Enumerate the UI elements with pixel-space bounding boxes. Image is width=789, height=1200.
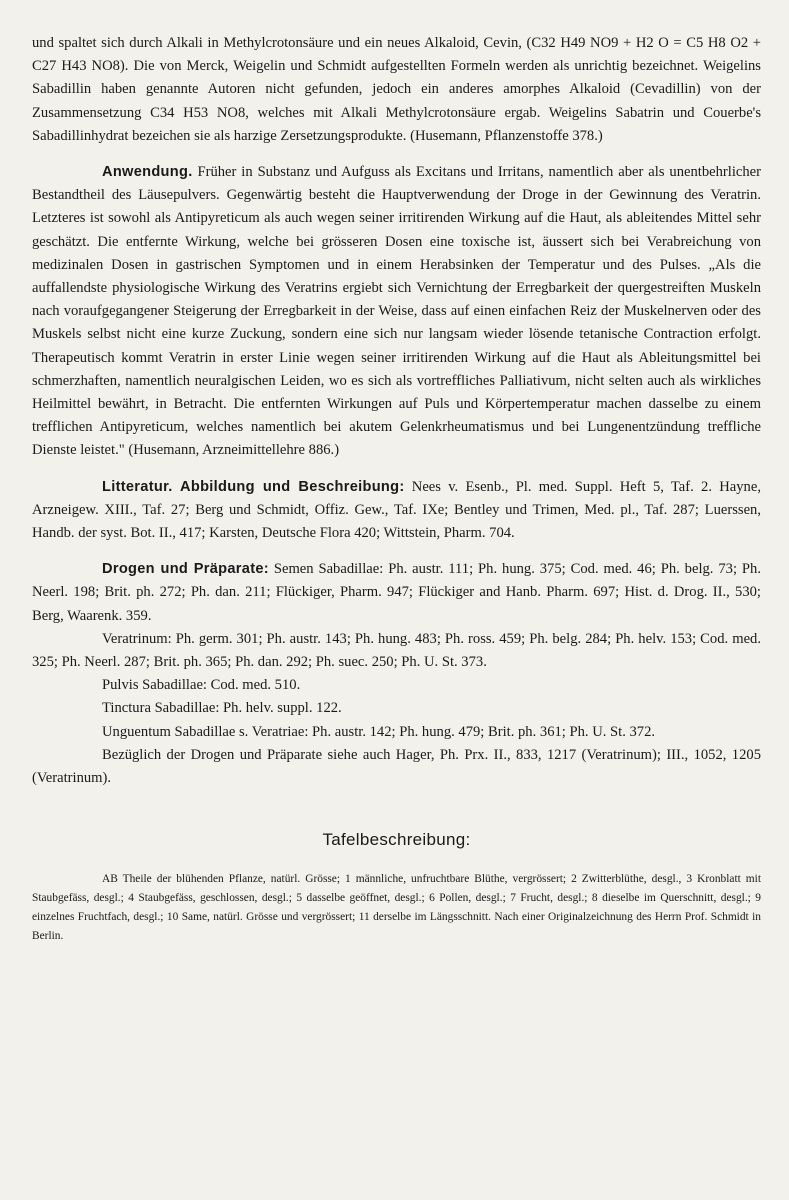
line-veratrinum: Veratrinum: Ph. germ. 301; Ph. austr. 143; Ph. hung. 483; Ph. ross. 459; Ph. belg. 284; Ph. helv. 153; Cod. med. 325; Ph. Neerl. 287; Brit. ph. 365; Ph. dan. 292; Ph. suec. 250; Ph. U. St. 373. — [32, 630, 761, 671]
line-unguentum: Unguentum Sabadillae s. Veratriae: Ph. austr. 142; Ph. hung. 479; Brit. ph. 361; Ph. U. St. 372. — [102, 723, 656, 740]
tafel-caption: AB Theile der blühenden Pflanze, natürl. Grösse; 1 männliche, unfruchtbare Blüthe, vergrössert; 2 Zwitterblüthe, desgl., 3 Kronblatt mit Staubgefäss, desgl.; 4 Staubgefäss, geschlossen, desgl.; 5 dasselbe geöffnet, desgl.; 6 Pollen, desgl.; 7 Frucht, desgl.; 8 dieselbe im Querschnitt, desgl.; 9 einzelnes Fruchtfach, desgl.; 10 Same, natürl. Grösse und vergrössert; 11 derselbe im Längsschnitt. Nach einer Originalzeichnung des Herrn Prof. Schmidt in Berlin. — [32, 873, 761, 942]
paragraph-litteratur — [32, 476, 761, 546]
paragraph-drogen — [32, 558, 761, 628]
heading-drogen: Drogen und Präparate: — [102, 561, 269, 578]
heading-anwendung: Anwendung. — [102, 164, 193, 181]
drogen-text: Semen Sabadillae: Ph. austr. 111; Ph. hung. 375; Cod. med. 46; Ph. belg. 73; Ph. Neerl. 198; Brit. ph. 272; Ph. dan. 211; Flückiger, Pharm. 947; Flückiger and Hanb. Pharm. 697; Hist. d. Drog. II., 530; Berg, Waarenk. 359. — [32, 561, 761, 624]
paragraph-chemistry: und spaltet sich durch Alkali in Methylcrotonsäure und ein neues Alkaloid, Cevin, (C32 H49 NO9 + H2 O = C5 H8 O2 + C27 H43 NO8). Die von Merck, Weigelin und Schmidt aufgestellten Formeln werden als unrichtig bezeichnet. Weigelins Sabadillin haben genannte Autoren nicht gefunden, jedoch ein anderes amorphes Alkaloid (Cevadillin) von der Zusammensetzung C34 H53 NO8, welches mit Alkali Methylcrotonsäure ergab. Weigelins Sabatrin und Couerbe's Sabadillinhydrat bezeichen sie als harzige Zersetzungsprodukte. (Husemann, Pflanzenstoffe 378.) — [32, 35, 761, 144]
line-pulvis: Pulvis Sabadillae: Cod. med. 510. — [102, 677, 301, 694]
anwendung-text: Früher in Substanz und Aufguss als Excitans und Irritans, namentlich aber als unentbehrlicher Bestandtheil des Läusepulvers. Gegenwärtig besteht die Hauptverwendung der Droge in der Gewinnung des Veratrin. Letzteres ist sowohl als Antipyreticum als auch wegen seiner irritirenden Wirkung auf die Haut, als ableitendes Mittel sehr geschätzt. Die entfernte Wirkung, welche bei grösseren Dosen eine toxische ist, äussert sich bei Verabreichung von medizinalen Dosen in gastrischen Symptomen und in einem Herabsinken der Temperatur und des Pulses. „Als die auffallendste physiologische Wirkung des Veratrins ergiebt sich Vernichtung der Erregbarkeit der quergestreiften Muskeln nach voraufgegangener Steigerung der Erregbarkeit in der Weise, dass auf einen einfachen Reiz der Muskelnerven oder des Muskels selbst nicht eine kurze Zuckung, sondern eine sich nur langsam wieder lösende tetanische Contraction erfolgt. Therapeutisch kommt Veratrin in erster Linie wegen seiner irritirenden Wirkung auf die Haut als Ableitungsmittel bei schmerzhaften, namentlich neuralgischen Leiden, wo es sich als vortreffliches Palliativum, nicht selten auch als wirkliches Heilmittel bewährt, in Betracht. Die entfernten Wirkungen auf Puls und Körpertemperatur machen dasselbe zu einem trefflichen Antipyreticum, welches namentlich bei akutem Gelenkrheumatismus und bei Lungenentzündung treffliche Dienste leistet." (Husemann, Arzneimittellehre 886.) — [32, 164, 761, 459]
litteratur-text: Nees v. Esenb., Pl. med. Suppl. Heft 5, Taf. 2. Hayne, Arzneigew. XIII., Taf. 27; Berg und Schmidt, Offiz. Gew., Taf. IXe; Bentley und Trimen, Med. pl., Taf. 287; Luerssen, Handb. der syst. Bot. II., 417; Karsten, Deutsche Flora 420; Wittstein, Pharm. 704. — [32, 478, 761, 542]
line-tinctura: Tinctura Sabadillae: Ph. helv. suppl. 122. — [102, 700, 342, 717]
line-bezueglich: Bezüglich der Drogen und Präparate siehe auch Hager, Ph. Prx. II., 833, 1217 (Veratrinum); III., 1052, 1205 (Veratrinum). — [32, 746, 761, 787]
paragraph-anwendung — [32, 161, 761, 463]
tafel-title: Tafelbeschreibung: — [322, 830, 471, 850]
heading-litteratur: Litteratur. Abbildung und Beschreibung: — [102, 478, 405, 495]
